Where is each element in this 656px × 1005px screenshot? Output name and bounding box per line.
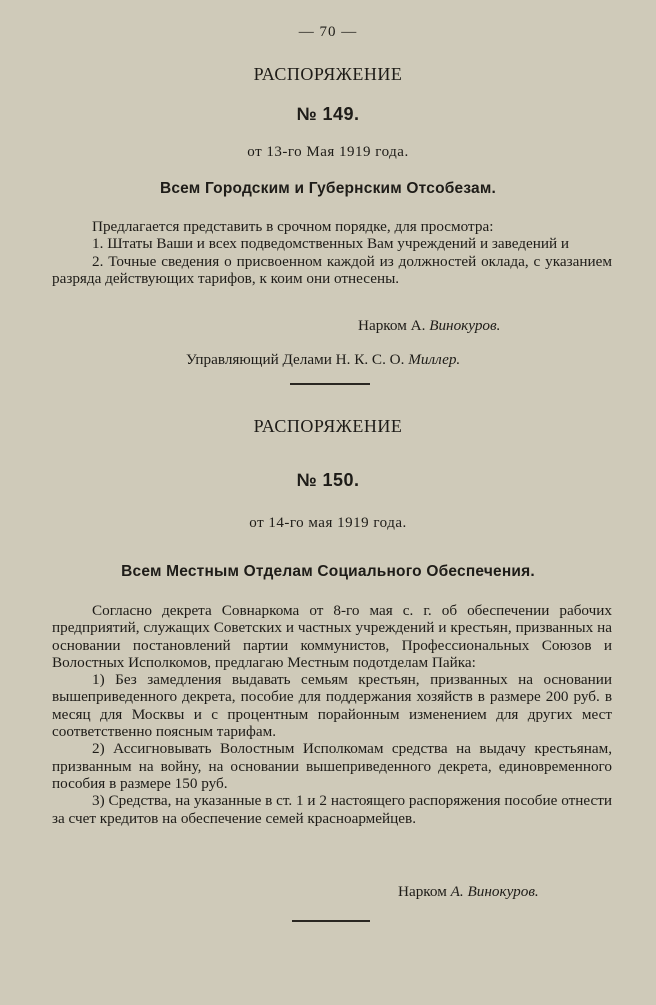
order-149-paragraph: 2. Точные сведения о присвоенном каждой из должностей оклада, с указанием разряда действующих тарифов, к коим они отнесены. — [52, 252, 612, 287]
signature-name: Винокуров. — [429, 317, 501, 334]
order-149-paragraph: 1. Штаты Ваши и всех подведомственных Вам учреждений и заведений и — [92, 235, 570, 253]
order-149-heading: РАСПОРЯЖЕНИЕ — [253, 64, 403, 84]
order-150-body — [52, 602, 612, 827]
order-150-addressee: Всем Местным Отделам Социального Обеспечения. — [121, 563, 535, 580]
order-150-paragraph: 3) Средства, на указанные в ст. 1 и 2 настоящего распоряжения пособие отнести за счет кредитов на обеспечение семей красноармейцев. — [52, 792, 612, 827]
signature-title: Управляющий Делами Н. К. С. О. — [186, 351, 405, 368]
order-150-date: от 14-го мая 1919 года. — [249, 515, 407, 531]
section-divider — [290, 383, 370, 385]
signature-title: Нарком А. — [358, 317, 426, 334]
order-149-signature-manager — [186, 351, 460, 369]
order-149-paragraph: Предлагается представить в срочном порядке, для просмотра: — [92, 218, 494, 235]
order-150-paragraph: 2) Ассигновывать Волостным Исполкомам средства на выдачу крестьянам, призванным на войну, на основании вышеприведенного декрета, единовременного пособия в размере 150 руб. — [52, 740, 612, 792]
section-divider — [292, 920, 370, 922]
order-149-addressee: Всем Городским и Губернским Отсобезам. — [159, 180, 497, 197]
order-150-heading: РАСПОРЯЖЕНИЕ — [253, 416, 403, 436]
order-150-paragraph: 1) Без замедления выдавать семьям крестьян, призванных на основании вышеприведенного декрета, пособие для поддержания хозяйств в размере 200 руб. в месяц для Москвы и с процентным порайонным изменением для других мест соответственно поясным тарифам. — [52, 671, 612, 741]
signature-title: Нарком — [398, 883, 447, 900]
order-150-number: № 150. — [296, 470, 360, 490]
order-149-signature-narkom — [358, 317, 500, 335]
order-150-paragraph: Согласно декрета Совнаркома от 8-го мая с. г. об обеспечении рабочих предприятий, служащих Советских и частных учреждений и крестьян, призванных на основании постановлений партии коммунистов, Профессиональных Союзов и Волостных Исполкомов, предлагаю Местным подотделам Пайка: — [52, 602, 612, 671]
order-149-number: № 149. — [296, 104, 360, 124]
order-149-body — [52, 218, 612, 287]
order-149-date: от 13-го Мая 1919 года. — [247, 144, 409, 160]
order-150-signature — [398, 883, 539, 901]
page-number: — 70 — — [298, 24, 358, 40]
signature-name: А. Винокуров. — [450, 883, 539, 900]
signature-name: Миллер. — [408, 351, 461, 368]
